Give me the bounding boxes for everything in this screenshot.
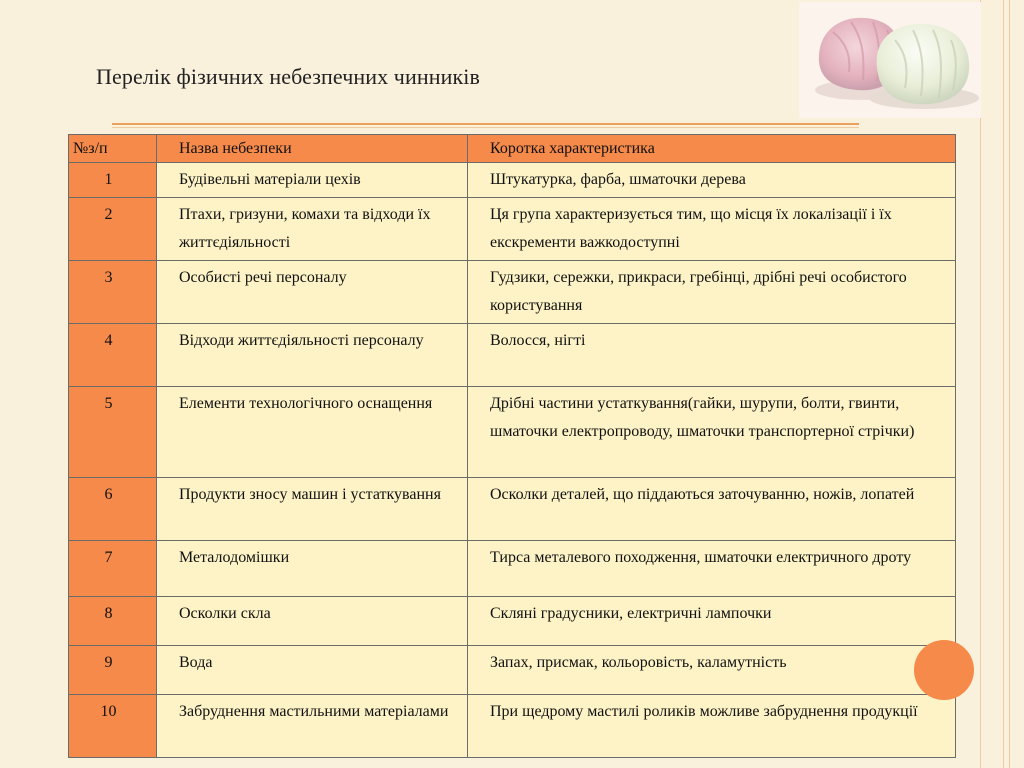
header-description: Коротка характеристика <box>468 135 956 163</box>
row-number: 4 <box>69 324 157 387</box>
row-number: 1 <box>69 163 157 198</box>
table-row <box>69 695 956 758</box>
hazard-name: Відходи життєдіяльності персоналу <box>157 324 468 387</box>
hazard-name: Металодомішки <box>157 541 468 597</box>
hazard-description: Волосся, нігті <box>468 324 956 387</box>
hazard-description: Ця група характеризується тим, що місця їх локалізації і їх екскременти важкодоступні <box>468 198 956 261</box>
hazard-name: Елементи технологічного оснащення <box>157 387 468 478</box>
row-number: 3 <box>69 261 157 324</box>
title-divider <box>112 127 859 128</box>
hazard-name: Будівельні матеріали цехів <box>157 163 468 198</box>
row-number: 8 <box>69 597 157 646</box>
hazards-table <box>68 134 956 758</box>
hazard-name: Забруднення мастильними матеріалами <box>157 695 468 758</box>
hazard-description: Дрібні частини устаткування(гайки, шурупи, болти, гвинти, шматочки електропроводу, шматочки транспортерної стрічки) <box>468 387 956 478</box>
header-number: №з/п <box>69 135 157 163</box>
table-row <box>69 541 956 597</box>
orange-circle-icon <box>914 640 974 700</box>
table-row <box>69 387 956 478</box>
table-header-row <box>69 135 956 163</box>
hazard-name: Вода <box>157 646 468 695</box>
hazard-name: Осколки скла <box>157 597 468 646</box>
hazard-description: Скляні градусники, електричні лампочки <box>468 597 956 646</box>
frame-line <box>1003 0 1004 768</box>
hazard-description: Осколки деталей, що піддаються заточуванню, ножів, лопатей <box>468 478 956 541</box>
hazard-description: Запах, присмак, кольоровість, каламутність <box>468 646 956 695</box>
header-hazard-name: Назва небезпеки <box>157 135 468 163</box>
hazard-description: Гудзики, сережки, прикраси, гребінці, дрібні речі особистого користування <box>468 261 956 324</box>
row-number: 10 <box>69 695 157 758</box>
table-row <box>69 478 956 541</box>
table-row <box>69 261 956 324</box>
row-number: 7 <box>69 541 157 597</box>
table-row <box>69 163 956 198</box>
table-row <box>69 324 956 387</box>
hazard-name: Продукти зносу машин і устаткування <box>157 478 468 541</box>
hazard-description: Штукатурка, фарба, шматочки дерева <box>468 163 956 198</box>
table-row <box>69 597 956 646</box>
hazard-description: При щедрому мастилі роликів можливе забруднення продукції <box>468 695 956 758</box>
table-row <box>69 646 956 695</box>
row-number: 9 <box>69 646 157 695</box>
row-number: 5 <box>69 387 157 478</box>
hazard-description: Тирса металевого походження, шматочки електричного дроту <box>468 541 956 597</box>
frame-line <box>1009 0 1010 768</box>
hazard-name: Птахи, гризуни, комахи та відходи їх життєдіяльності <box>157 198 468 261</box>
page-title: Перелік фізичних небезпечних чинників <box>96 64 480 89</box>
table-row <box>69 198 956 261</box>
row-number: 2 <box>69 198 157 261</box>
hazard-name: Особисті речі персоналу <box>157 261 468 324</box>
title-divider <box>112 123 859 125</box>
marshmallow-photo-icon <box>799 2 981 118</box>
row-number: 6 <box>69 478 157 541</box>
